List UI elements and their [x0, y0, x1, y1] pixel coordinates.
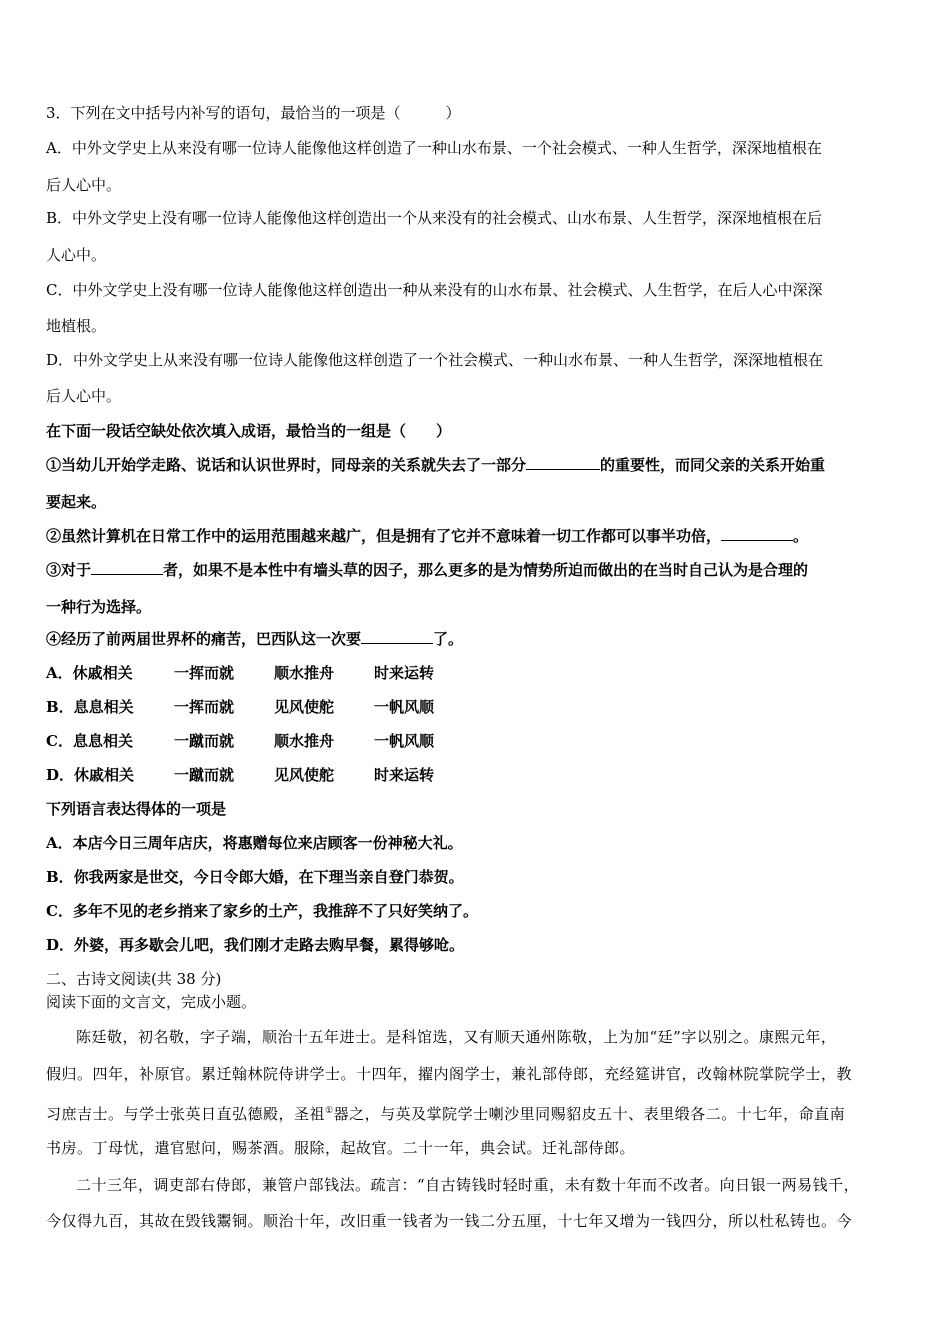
q3-option-b-line1: B．中外文学史上没有哪一位诗人能像他这样创造出一个从来没有的社会模式、山水布景、人生哲学，深深地植根在后	[46, 209, 823, 227]
passage-p2-line2: 今仅得九百，其故在毁钱鬻铜。顺治十年，改旧重一钱者为一钱二分五厘，十七年又增为一钱四分，所以杜私铸也。今	[46, 1212, 853, 1230]
idiom-s1-part1: ①当幼儿开始学走路、说话和认识世界时，同母亲的关系就失去了一部分	[46, 456, 527, 474]
idiom-s1-part2: 的重要性，而同父亲的关系开始重	[600, 456, 826, 474]
idiom-sentence-1	[46, 455, 908, 475]
blank-1	[526, 455, 600, 470]
passage-p1-line4: 书房。丁母忧，遣官慰问，赐茶酒。服除，起故官。二十一年，典会试。迁礼部侍郎。	[46, 1139, 636, 1157]
option-c-word-3: 顺水推舟	[274, 732, 335, 750]
option-a-word-4: 时来运转	[374, 664, 435, 682]
idiom-sentence-4	[46, 629, 908, 649]
option-c-word-2: 一蹴而就	[174, 732, 235, 750]
lang-option-c: C．多年不见的老乡捎来了家乡的土产，我推辞不了只好笑纳了。	[46, 902, 478, 920]
idiom-s3-part1: ③对于	[46, 561, 92, 579]
q3-stem: 3．下列在文中括号内补写的语句，最恰当的一项是（ ）	[46, 104, 461, 122]
passage-p1-line2: 假归。四年，补原官。累迁翰林院侍讲学士。十四年，擢内阁学士，兼礼部侍郎，充经筵讲官，改翰林院掌院学士，教	[46, 1065, 853, 1083]
idiom-s2-part1: ②虽然计算机在日常工作中的运用范围越来越广，但是拥有了它并不意味着一切工作都可以事半功倍，	[46, 527, 722, 545]
blank-2	[721, 526, 793, 541]
option-a-word-1: A．休戚相关	[46, 664, 133, 682]
option-b-word-2: 一挥而就	[174, 698, 235, 716]
passage-p2-line1: 二十三年，调吏部右侍郎，兼管户部钱法。疏言：“自古铸钱时轻时重，未有数十年而不改者。向日银一两易钱千，	[76, 1176, 860, 1194]
lang-option-a: A．本店今日三周年店庆，将惠赠每位来店顾客一份神秘大礼。	[46, 834, 463, 852]
blank-4	[361, 629, 433, 644]
q3-option-c-line2: 地植根。	[46, 317, 107, 335]
idiom-sentence-2	[46, 526, 908, 546]
q3-option-d-line1: D．中外文学史上从来没有哪一位诗人能像他这样创造了一个社会模式、一种山水布景、一种人生哲学，深深地植根在	[46, 351, 824, 369]
idiom-sentence-3-cont: 一种行为选择。	[46, 598, 152, 616]
passage-p1-line3-b: 器之，与英及掌院学士喇沙里同赐貂皮五十、表里缎各二。十七年，命直南	[333, 1105, 846, 1123]
option-b-word-3: 见风使舵	[274, 698, 335, 716]
footnote-marker: ①	[325, 1106, 334, 1116]
passage-p1-line1: 陈廷敬，初名敬，字子端，顺治十五年进士。是科馆选，又有顺天通州陈敬，上为加“廷”字以别之。康熙元年，	[76, 1028, 837, 1046]
passage-p1-line3-a: 习庶吉士。与学士张英日直弘德殿，圣祖	[46, 1105, 326, 1123]
q3-option-a-line2: 后人心中。	[46, 176, 122, 194]
idiom-s4-part2: 了。	[433, 630, 464, 648]
option-c-word-1: C．息息相关	[46, 732, 133, 750]
section-2-instruction: 阅读下面的文言文，完成小题。	[46, 993, 257, 1011]
option-d-word-2: 一蹴而就	[174, 766, 235, 784]
idiom-option-a	[46, 663, 908, 683]
idiom-sentence-1-cont: 要起来。	[46, 493, 107, 511]
lang-option-d: D．外婆，再多歇会儿吧，我们刚才走路去购早餐，累得够呛。	[46, 936, 465, 954]
option-c-word-4: 一帆风顺	[374, 732, 435, 750]
idiom-option-d	[46, 765, 908, 785]
option-a-word-2: 一挥而就	[174, 664, 235, 682]
lang-option-b: B．你我两家是世交，今日令郎大婚，在下理当亲自登门恭贺。	[46, 868, 464, 886]
idiom-s2-part2: 。	[793, 527, 809, 545]
option-b-word-1: B．息息相关	[46, 698, 134, 716]
section-2-heading: 二、古诗文阅读(共 38 分)	[46, 970, 222, 988]
q3-option-b-line2: 人心中。	[46, 246, 107, 264]
passage-p1-line3	[46, 1101, 910, 1124]
q3-option-a-line1: A．中外文学史上从来没有哪一位诗人能像他这样创造了一种山水布景、一个社会模式、一种人生哲学，深深地植根在	[46, 139, 822, 157]
lang-question-stem: 下列语言表达得体的一项是	[46, 800, 227, 818]
idiom-option-c	[46, 731, 908, 751]
idiom-s3-part2: 者，如果不是本性中有墙头草的因子，那么更多的是为情势所迫而做出的在当时自己认为是合理的	[163, 561, 809, 579]
option-a-word-3: 顺水推舟	[274, 664, 335, 682]
idiom-question-stem: 在下面一段话空缺处依次填入成语，最恰当的一组是（ ）	[46, 422, 452, 440]
option-d-word-3: 见风使舵	[274, 766, 335, 784]
option-d-word-1: D．休戚相关	[46, 766, 135, 784]
blank-3	[91, 560, 163, 575]
q3-option-c-line1: C．中外文学史上没有哪一位诗人能像他这样创造出一种从来没有的山水布景、社会模式、人生哲学，在后人心中深深	[46, 281, 823, 299]
idiom-option-b	[46, 697, 908, 717]
q3-option-d-line2: 后人心中。	[46, 387, 122, 405]
option-d-word-4: 时来运转	[374, 766, 435, 784]
idiom-s4-part1: ④经历了前两届世界杯的痛苦，巴西队这一次要	[46, 630, 362, 648]
option-b-word-4: 一帆风顺	[374, 698, 435, 716]
idiom-sentence-3	[46, 560, 908, 580]
